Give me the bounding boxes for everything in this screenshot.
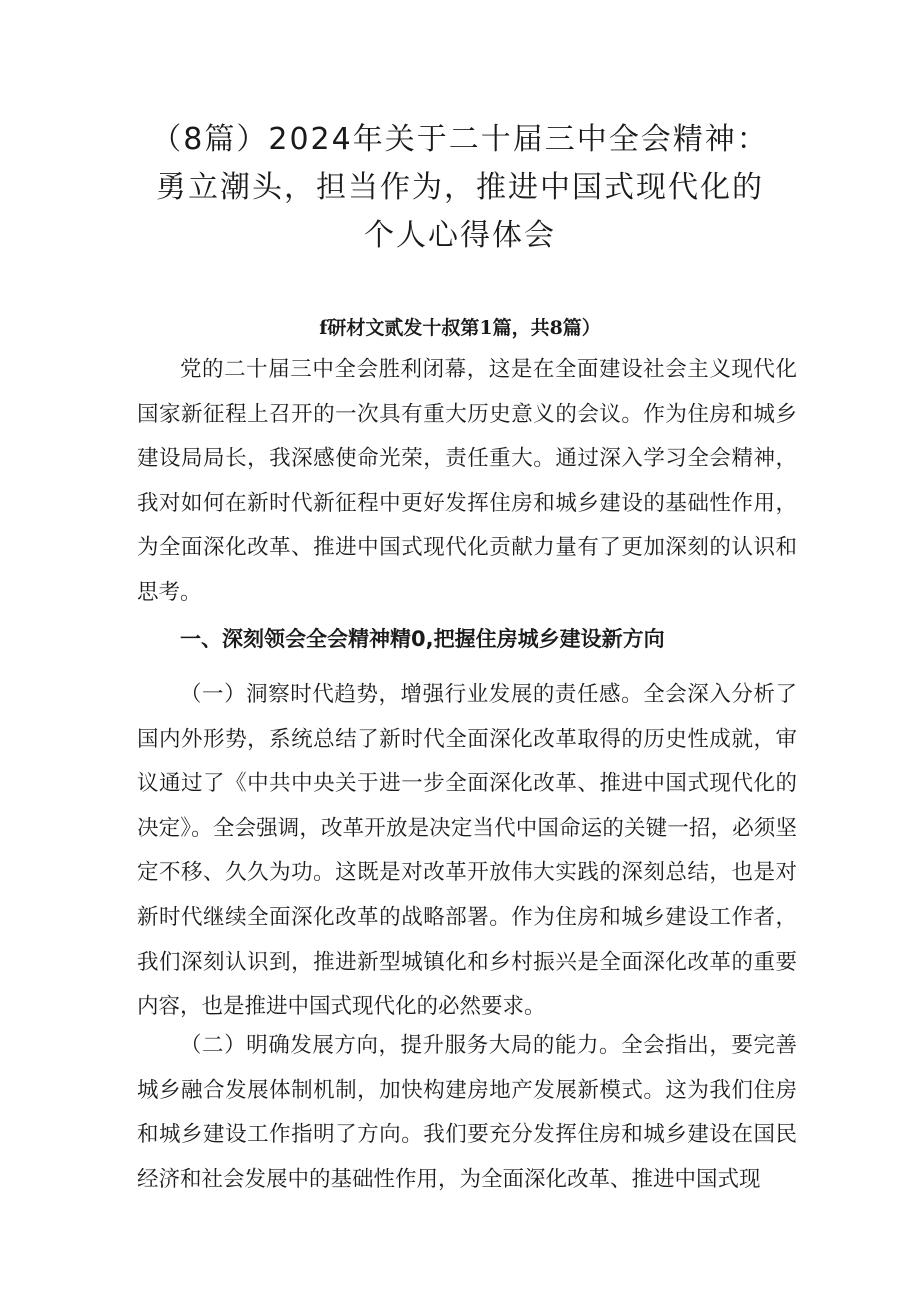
section-heading-1: 一、深刻领会全会精神精0,把握住房城乡建设新方向 <box>180 627 665 651</box>
body-paragraph-2: （二）明确发展方向，提升服务大局的能力。全会指出，要完善城乡融合发展体制机制，加快构建房地产发展新模式。这为我们住房和城乡建设工作指明了方向。我们要充分发挥住房和城乡建设在国民经济和社会发展中的基础性作用，为全面深化改革、推进中国式现 <box>137 1033 797 1192</box>
document-title-line-3: 个人心得体会 <box>364 218 556 253</box>
intro-paragraph: 党的二十届三中全会胜利闭幕，这是在全面建设社会主义现代化国家新征程上召开的一次具有重大历史意义的会议。作为住房和城乡建设局局长，我深感使命光荣，责任重大。通过深入学习全会精神，我对如何在新时代新征程中更好发挥住房和城乡建设的基础性作用，为全面深化改革、推进中国式现代化贡献力量有了更加深刻的认识和思考。 <box>137 357 797 605</box>
document-subtitle: f研材文贰发十叔第1篇，共8篇） <box>319 317 601 339</box>
body-paragraph-1: （一）洞察时代趋势，增强行业发展的责任感。全会深入分析了国内外形势，系统总结了新时代全面深化改革取得的历史性成就，审议通过了《中共中央关于进一步全面深化改革、推进中国式现代化的决定》。全会强调，改革开放是决定当代中国命运的关键一招，必须坚定不移、久久为功。这既是对改革开放伟大实践的深刻总结，也是对新时代继续全面深化改革的战略部署。作为住房和城乡建设工作者，我们深刻认识到，推进新型城镇化和乡村振兴是全面深化改革的重要内容，也是推进中国式现代化的必然要求。 <box>137 682 797 1020</box>
document-title-line-2: 勇立潮头，担当作为，推进中国式现代化的 <box>156 170 764 205</box>
document-title-line-1: （8篇）2024年关于二十届三中全会精神： <box>151 122 769 157</box>
